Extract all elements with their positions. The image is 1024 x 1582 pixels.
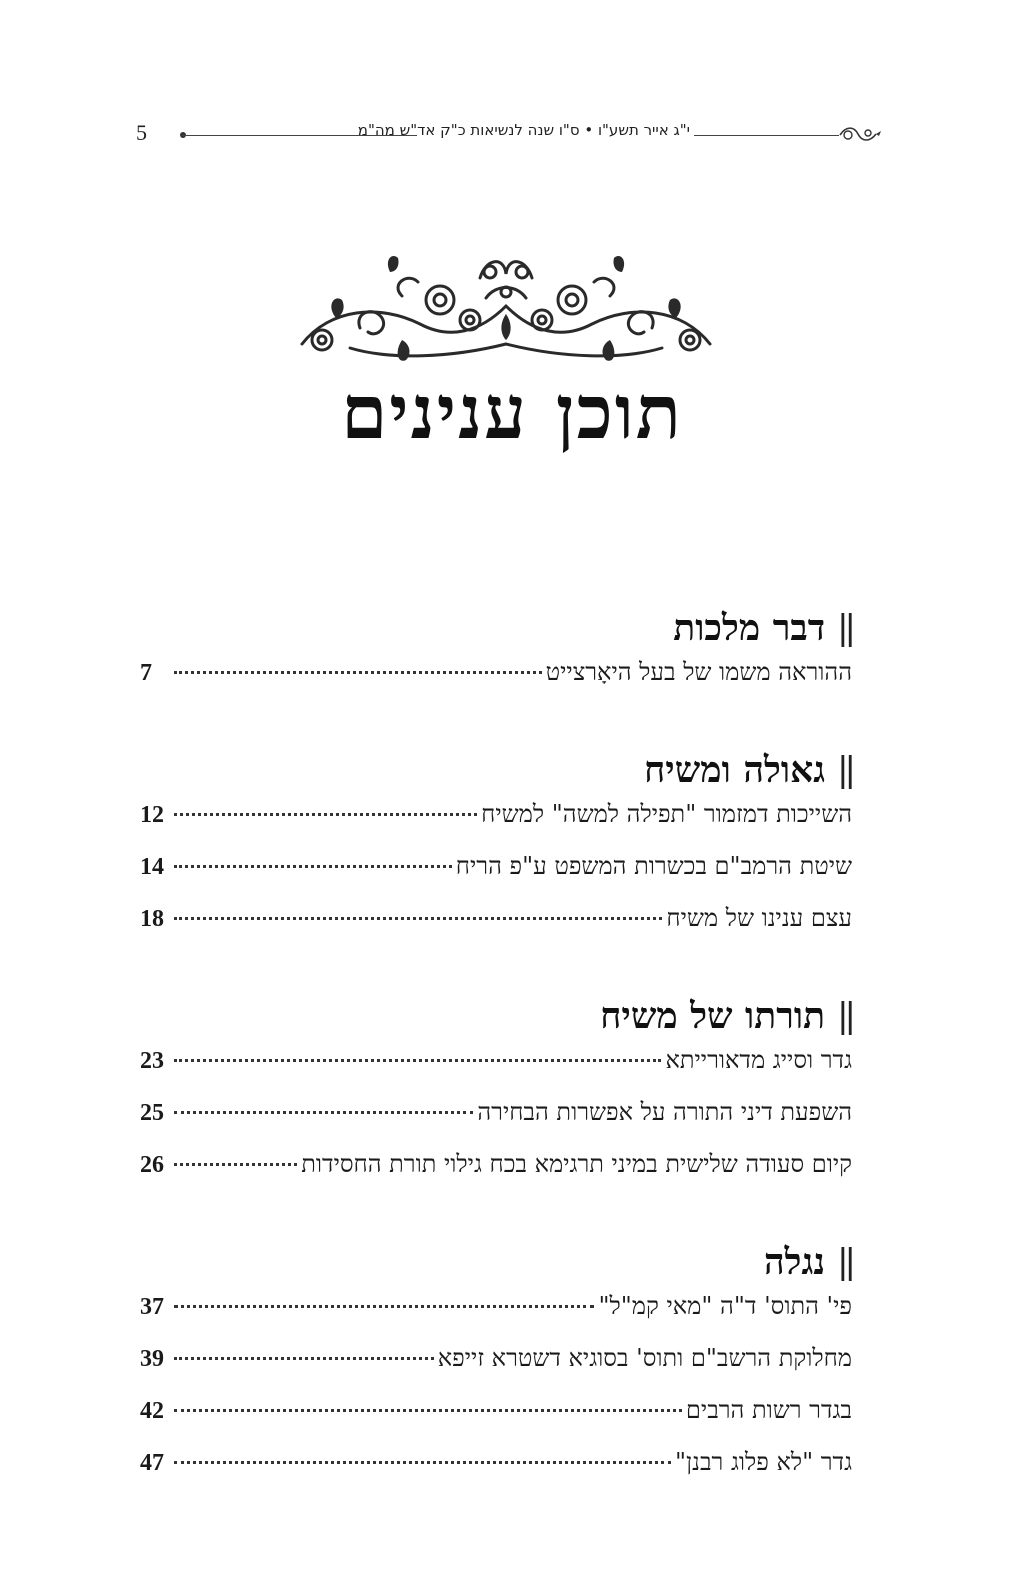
toc-entry[interactable] — [140, 658, 852, 710]
entry-title: שיטת הרמב"ם בכשרות המשפט ע"פ הריח — [455, 852, 852, 880]
running-header — [130, 118, 890, 152]
dot-leader — [174, 1461, 671, 1464]
dot-leader — [174, 1357, 434, 1360]
entry-title: פי' התוס' ד"ה "מאי קמ"ל" — [598, 1292, 852, 1320]
dot-leader — [174, 813, 477, 816]
toc-entry[interactable] — [140, 1046, 852, 1098]
entry-page-number: 26 — [140, 1152, 164, 1178]
dot-leader — [174, 1059, 661, 1062]
section-heading — [140, 1232, 852, 1292]
header-flourish-icon — [838, 122, 882, 148]
entry-page-number: 47 — [140, 1450, 164, 1476]
table-of-contents — [140, 598, 852, 1510]
entry-title: מחלוקת הרשב"ם ותוס' בסוגיא דשטרא זייפא — [437, 1344, 852, 1372]
double-bar-icon: || — [837, 750, 852, 790]
entry-page-number: 14 — [140, 854, 164, 880]
running-title: י"ג אייר תשע"ו • ס"ו שנה לנשיאות כ"ק אד"ש מה"מ — [357, 121, 690, 139]
dot-leader — [174, 917, 662, 920]
double-bar-icon: || — [837, 1242, 852, 1282]
toc-entry[interactable] — [140, 852, 852, 904]
toc-entry[interactable] — [140, 904, 852, 956]
entry-title: עצם ענינו של משיח — [666, 904, 852, 932]
page-title: תוכן ענינים — [341, 370, 683, 456]
entry-title: קיום סעודה שלישית במיני תרגימא בכח גילוי תורת החסידות — [301, 1150, 852, 1178]
dot-leader — [174, 1111, 473, 1114]
entry-page-number: 42 — [140, 1398, 164, 1424]
title-ornament-icon — [290, 248, 722, 370]
toc-entry[interactable] — [140, 800, 852, 852]
section-heading — [140, 598, 852, 658]
dot-leader — [174, 1305, 594, 1308]
entry-page-number: 25 — [140, 1100, 164, 1126]
page-number: 5 — [136, 120, 147, 145]
toc-section-nigleh — [140, 1232, 852, 1500]
section-heading-text: נגלה — [763, 1241, 826, 1283]
section-heading — [140, 740, 852, 800]
toc-entry[interactable] — [140, 1150, 852, 1202]
header-rule-right — [694, 135, 839, 136]
section-heading-text: דבר מלכות — [673, 607, 826, 649]
double-bar-icon: || — [837, 608, 852, 648]
section-heading-text: גאולה ומשיח — [644, 749, 826, 791]
section-heading-text: תורתו של משיח — [600, 995, 826, 1037]
entry-page-number: 23 — [140, 1048, 164, 1074]
entry-title: בגדר רשות הרבים — [685, 1396, 852, 1424]
toc-entry[interactable] — [140, 1344, 852, 1396]
section-heading — [140, 986, 852, 1046]
entry-title: גדר "לא פלוג רבנן" — [675, 1448, 852, 1476]
dot-leader — [174, 671, 542, 674]
entry-title: ההוראה משמו של בעל היאָרצייט — [545, 658, 852, 686]
dot-leader — [174, 865, 452, 868]
entry-page-number: 7 — [140, 660, 152, 686]
entry-page-number: 39 — [140, 1346, 164, 1372]
entry-page-number: 12 — [140, 802, 164, 828]
toc-section-dvar-malchus — [140, 598, 852, 710]
toc-entry[interactable] — [140, 1396, 852, 1448]
entry-title: השייכות דמזמור "תפילה למשה" למשיח — [481, 800, 852, 828]
toc-entry[interactable] — [140, 1292, 852, 1344]
double-bar-icon: || — [837, 996, 852, 1036]
entry-page-number: 18 — [140, 906, 164, 932]
entry-title: השפעת דיני התורה על אפשרות הבחירה — [477, 1098, 852, 1126]
dot-leader — [174, 1163, 297, 1166]
dot-leader — [174, 1409, 682, 1412]
toc-section-geula-umoshiach — [140, 740, 852, 956]
entry-title: גדר וסייג מדאורייתא — [665, 1046, 852, 1074]
toc-entry[interactable] — [140, 1098, 852, 1150]
entry-page-number: 37 — [140, 1294, 164, 1320]
toc-entry[interactable] — [140, 1448, 852, 1500]
toc-section-toraso-shel-moshiach — [140, 986, 852, 1202]
